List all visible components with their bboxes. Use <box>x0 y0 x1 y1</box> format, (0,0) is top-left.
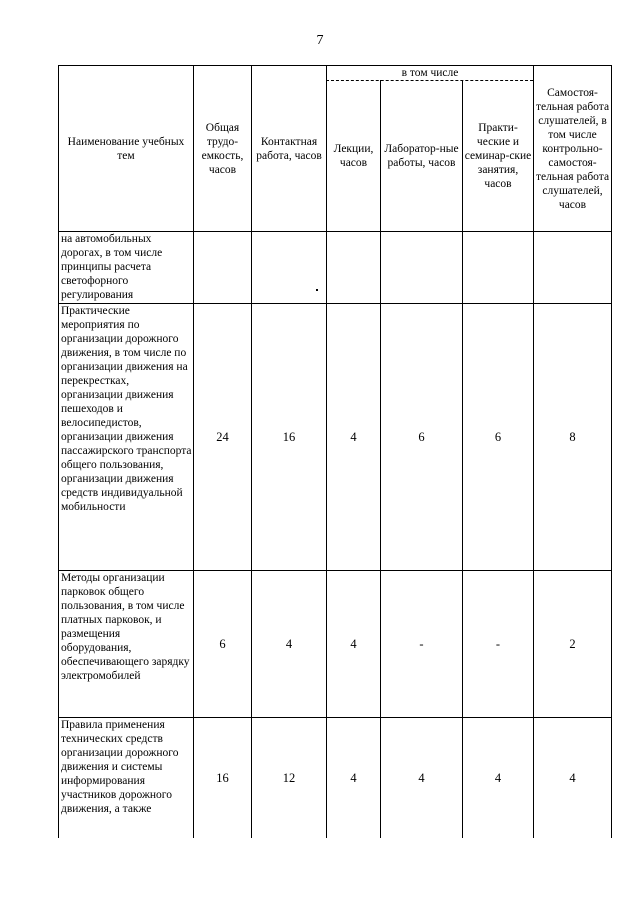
header-including: в том числе <box>401 67 459 79</box>
cell-contact: 4 <box>285 637 293 651</box>
row-topic: Методы организации парковок общего пользования, в том числе платных парковок, и размещения оборудования, обеспечивающего зарядку электромобилей <box>61 572 190 682</box>
cell-practical: - <box>495 637 501 651</box>
cell-practical: 4 <box>494 771 502 785</box>
header-topic-name: Наименование учебных тем <box>67 135 185 162</box>
cell-labs: - <box>419 637 424 651</box>
header-self-study: Самостоя-тельная работа слушателей, в том числе контрольно-самостоя-тельная работа слушателей, часов <box>535 86 610 211</box>
row-topic: на автомобильных дорогах, в том числе принципы расчета светофорного регулирования <box>61 233 163 301</box>
cell-self: 8 <box>569 430 576 444</box>
cell-self: 4 <box>569 771 576 785</box>
speck-mark <box>316 289 318 291</box>
cell-total: 16 <box>216 771 229 785</box>
header-total-labor: Общая трудо-емкость, часов <box>201 121 244 176</box>
header-lectures: Лекции, часов <box>333 143 374 169</box>
cell-contact: 12 <box>282 771 296 785</box>
cell-lectures: 4 <box>350 637 357 651</box>
cell-labs: 4 <box>418 771 425 785</box>
header-contact-work: Контактная работа, часов <box>256 135 322 162</box>
page-number: 7 <box>316 33 324 48</box>
cell-self: 2 <box>569 637 576 651</box>
row-topic: Практические мероприятия по организации дорожного движения, в том числе по организации движения на перекрестках, организации движения пешеходов и велосипедистов, организации движения пассажирского транспорта общего пользования, организации движения средств индивидуальной мобильности <box>61 305 192 513</box>
cell-lectures: 4 <box>350 771 357 785</box>
header-practical: Практи-ческие и семинар-ские занятия, часов <box>464 122 532 190</box>
cell-total: 6 <box>219 637 226 651</box>
cell-total: 24 <box>216 430 229 444</box>
header-labs: Лаборатор-ные работы, часов <box>384 143 459 169</box>
cell-lectures: 4 <box>350 430 357 444</box>
cell-practical: 6 <box>494 430 502 444</box>
row-topic: Правила применения технических средств организации дорожного движения и системы информирования участников дорожного движения, а также <box>61 719 179 815</box>
cell-labs: 6 <box>418 430 425 444</box>
cell-contact: 16 <box>282 430 296 444</box>
